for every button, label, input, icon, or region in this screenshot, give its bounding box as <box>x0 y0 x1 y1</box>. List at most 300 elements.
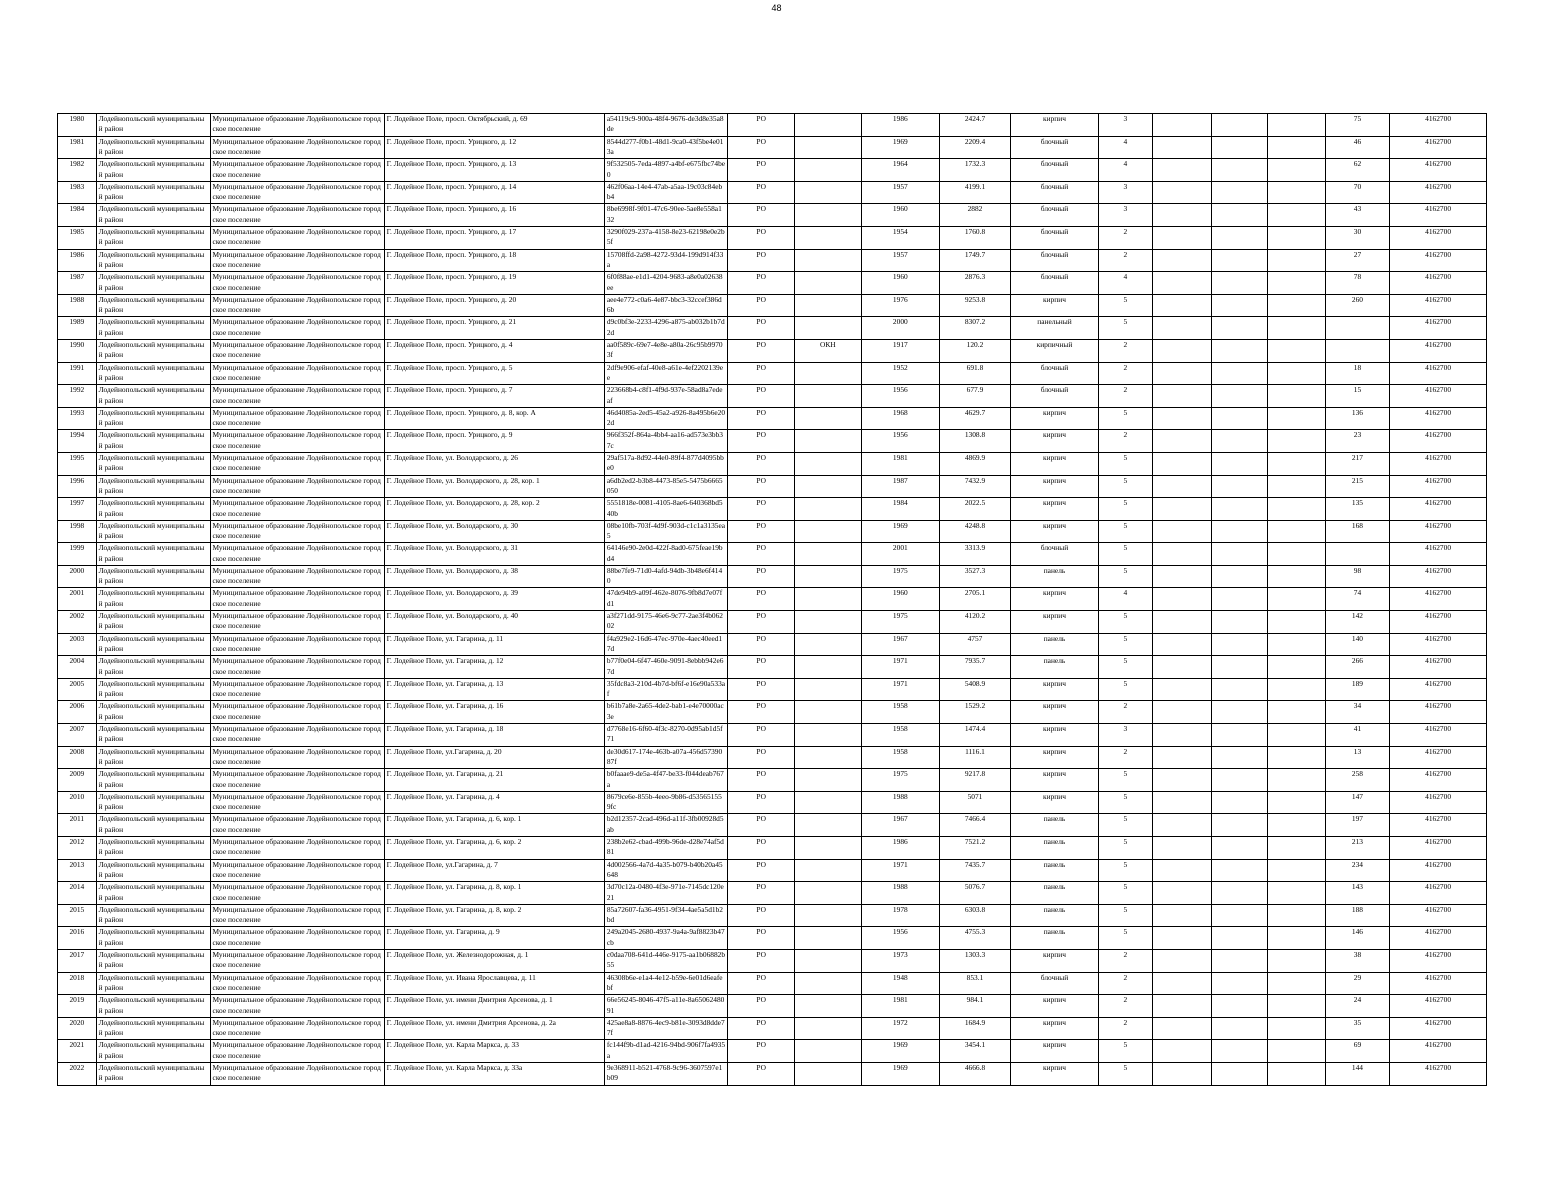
empty-cell <box>1267 362 1325 385</box>
empty-cell <box>1152 769 1211 792</box>
table-row <box>58 678 1487 701</box>
empty-cell <box>1267 1040 1325 1063</box>
material-cell: панель <box>1010 814 1098 837</box>
row-number: 2014 <box>58 882 97 905</box>
area-cell: 120.2 <box>940 339 1011 362</box>
address-cell: Г. Лодейное Поле, ул. Карла Маркса, д. 33 <box>384 1040 604 1063</box>
empty-cell <box>1267 995 1325 1018</box>
address-cell: Г. Лодейное Поле, ул. Володарского, д. 28, кор. 1 <box>384 475 604 498</box>
district-cell: Лодейнопольский муниципальный район <box>96 226 210 249</box>
address-cell: Г. Лодейное Поле, просп. Урицкого, д. 21 <box>384 317 604 340</box>
row-number: 1991 <box>58 362 97 385</box>
empty-cell <box>1267 972 1325 995</box>
year-cell: 1960 <box>861 272 939 295</box>
address-cell: Г. Лодейное Поле, ул. Володарского, д. 38 <box>384 565 604 588</box>
district-cell: Лодейнопольский муниципальный район <box>96 498 210 521</box>
type-cell: РО <box>728 656 795 679</box>
empty-cell <box>1152 882 1211 905</box>
code-cell: 4162700 <box>1390 430 1487 453</box>
code-cell: 4162700 <box>1390 588 1487 611</box>
empty-cell <box>1267 588 1325 611</box>
material-cell: панель <box>1010 882 1098 905</box>
empty-cell <box>1267 904 1325 927</box>
heritage-cell <box>795 1040 862 1063</box>
area-cell: 4120.2 <box>940 611 1011 634</box>
area-cell: 4666.8 <box>940 1062 1011 1085</box>
code-cell: 4162700 <box>1390 791 1487 814</box>
floors-cell: 4 <box>1099 588 1153 611</box>
area-cell: 1308.8 <box>940 430 1011 453</box>
code-cell: 4162700 <box>1390 136 1487 159</box>
residents-cell: 27 <box>1325 249 1389 272</box>
table-row <box>58 814 1487 837</box>
area-cell: 7435.7 <box>940 859 1011 882</box>
floors-cell: 5 <box>1099 407 1153 430</box>
code-cell: 4162700 <box>1390 995 1487 1018</box>
table-row <box>58 949 1487 972</box>
year-cell: 1967 <box>861 814 939 837</box>
heritage-cell <box>795 837 862 860</box>
row-number: 1988 <box>58 294 97 317</box>
district-cell: Лодейнопольский муниципальный район <box>96 249 210 272</box>
table-row <box>58 588 1487 611</box>
heritage-cell <box>795 520 862 543</box>
municipality-cell: Муниципальное образование Лодейнопольское городское поселение <box>210 114 384 137</box>
empty-cell <box>1267 159 1325 182</box>
floors-cell: 5 <box>1099 927 1153 950</box>
type-cell: РО <box>728 611 795 634</box>
empty-cell <box>1267 791 1325 814</box>
row-number: 2005 <box>58 678 97 701</box>
row-number: 2020 <box>58 1017 97 1040</box>
heritage-cell <box>795 114 862 137</box>
heritage-cell <box>795 769 862 792</box>
fias-id-cell: c0daa708-641d-446e-9175-aa1b06882b55 <box>604 949 728 972</box>
empty-cell <box>1211 249 1267 272</box>
material-cell: блочный <box>1010 181 1098 204</box>
residents-cell: 24 <box>1325 995 1389 1018</box>
residents-cell: 43 <box>1325 204 1389 227</box>
empty-cell <box>1267 678 1325 701</box>
fias-id-cell: d9c0bf3e-2233-4296-a875-ab032b1b7d2d <box>604 317 728 340</box>
material-cell: кирпич <box>1010 498 1098 521</box>
year-cell: 1960 <box>861 204 939 227</box>
floors-cell: 5 <box>1099 543 1153 566</box>
empty-cell <box>1267 769 1325 792</box>
code-cell: 4162700 <box>1390 204 1487 227</box>
district-cell: Лодейнопольский муниципальный район <box>96 385 210 408</box>
year-cell: 1956 <box>861 927 939 950</box>
empty-cell <box>1211 317 1267 340</box>
address-cell: Г. Лодейное Поле, ул. Гагарина, д. 21 <box>384 769 604 792</box>
material-cell: блочный <box>1010 972 1098 995</box>
material-cell: блочный <box>1010 226 1098 249</box>
municipality-cell: Муниципальное образование Лодейнопольское городское поселение <box>210 814 384 837</box>
floors-cell: 2 <box>1099 362 1153 385</box>
fias-id-cell: 8679ce6e-855b-4eeo-9b86-d535651559fc <box>604 791 728 814</box>
year-cell: 1975 <box>861 611 939 634</box>
code-cell: 4162700 <box>1390 1017 1487 1040</box>
empty-cell <box>1152 114 1211 137</box>
code-cell: 4162700 <box>1390 114 1487 137</box>
floors-cell: 3 <box>1099 204 1153 227</box>
district-cell: Лодейнопольский муниципальный район <box>96 791 210 814</box>
type-cell: РО <box>728 317 795 340</box>
residents-cell: 189 <box>1325 678 1389 701</box>
area-cell: 1474.4 <box>940 724 1011 747</box>
area-cell: 3454.1 <box>940 1040 1011 1063</box>
floors-cell: 5 <box>1099 837 1153 860</box>
residents-cell: 69 <box>1325 1040 1389 1063</box>
municipality-cell: Муниципальное образование Лодейнопольское городское поселение <box>210 927 384 950</box>
empty-cell <box>1267 837 1325 860</box>
year-cell: 1981 <box>861 452 939 475</box>
residents-cell: 98 <box>1325 565 1389 588</box>
code-cell: 4162700 <box>1390 678 1487 701</box>
empty-cell <box>1152 385 1211 408</box>
code-cell: 4162700 <box>1390 317 1487 340</box>
row-number: 2016 <box>58 927 97 950</box>
empty-cell <box>1211 588 1267 611</box>
area-cell: 1732.3 <box>940 159 1011 182</box>
floors-cell: 3 <box>1099 181 1153 204</box>
material-cell: блочный <box>1010 272 1098 295</box>
row-number: 2007 <box>58 724 97 747</box>
heritage-cell <box>795 1017 862 1040</box>
type-cell: РО <box>728 498 795 521</box>
year-cell: 1958 <box>861 701 939 724</box>
residents-cell: 217 <box>1325 452 1389 475</box>
table-row <box>58 746 1487 769</box>
year-cell: 1969 <box>861 1062 939 1085</box>
floors-cell: 2 <box>1099 746 1153 769</box>
residents-cell: 15 <box>1325 385 1389 408</box>
district-cell: Лодейнопольский муниципальный район <box>96 972 210 995</box>
empty-cell <box>1152 746 1211 769</box>
type-cell: РО <box>728 159 795 182</box>
year-cell: 1969 <box>861 520 939 543</box>
address-cell: Г. Лодейное Поле, ул. Володарского, д. 30 <box>384 520 604 543</box>
year-cell: 1973 <box>861 949 939 972</box>
row-number: 1999 <box>58 543 97 566</box>
table-row <box>58 520 1487 543</box>
floors-cell: 5 <box>1099 1040 1153 1063</box>
code-cell: 4162700 <box>1390 385 1487 408</box>
fias-id-cell: b61b7a8e-2a65-4de2-bab1-e4e70000ac3e <box>604 701 728 724</box>
district-cell: Лодейнопольский муниципальный район <box>96 317 210 340</box>
code-cell: 4162700 <box>1390 339 1487 362</box>
empty-cell <box>1152 1040 1211 1063</box>
empty-cell <box>1267 1062 1325 1085</box>
type-cell: РО <box>728 181 795 204</box>
address-cell: Г. Лодейное Поле, просп. Урицкого, д. 9 <box>384 430 604 453</box>
municipality-cell: Муниципальное образование Лодейнопольское городское поселение <box>210 249 384 272</box>
district-cell: Лодейнопольский муниципальный район <box>96 1062 210 1085</box>
area-cell: 9253.8 <box>940 294 1011 317</box>
empty-cell <box>1211 882 1267 905</box>
address-cell: Г. Лодейное Поле, ул.Гагарина, д. 7 <box>384 859 604 882</box>
empty-cell <box>1152 633 1211 656</box>
empty-cell <box>1152 204 1211 227</box>
heritage-cell <box>795 498 862 521</box>
municipality-cell: Муниципальное образование Лодейнопольское городское поселение <box>210 837 384 860</box>
year-cell: 1972 <box>861 1017 939 1040</box>
address-cell: Г. Лодейное Поле, просп. Урицкого, д. 16 <box>384 204 604 227</box>
table-row <box>58 249 1487 272</box>
floors-cell: 5 <box>1099 565 1153 588</box>
area-cell: 2876.3 <box>940 272 1011 295</box>
empty-cell <box>1152 859 1211 882</box>
code-cell: 4162700 <box>1390 475 1487 498</box>
empty-cell <box>1152 317 1211 340</box>
district-cell: Лодейнопольский муниципальный район <box>96 588 210 611</box>
area-cell: 4757 <box>940 633 1011 656</box>
code-cell: 4162700 <box>1390 520 1487 543</box>
fias-id-cell: 88be7fe9-71d0-4afd-94db-3b48e6f4140 <box>604 565 728 588</box>
page-number: 48 <box>771 3 782 13</box>
address-cell: Г. Лодейное Поле, просп. Урицкого, д. 4 <box>384 339 604 362</box>
residents-cell: 23 <box>1325 430 1389 453</box>
residents-cell: 144 <box>1325 1062 1389 1085</box>
heritage-cell <box>795 226 862 249</box>
fias-id-cell: 462f06aa-14e4-47ab-a5aa-19c03c84ebb4 <box>604 181 728 204</box>
empty-cell <box>1211 633 1267 656</box>
table-row <box>58 656 1487 679</box>
address-cell: Г. Лодейное Поле, просп. Урицкого, д. 19 <box>384 272 604 295</box>
heritage-cell <box>795 452 862 475</box>
year-cell: 1952 <box>861 362 939 385</box>
empty-cell <box>1211 362 1267 385</box>
table-row <box>58 317 1487 340</box>
table-row <box>58 294 1487 317</box>
empty-cell <box>1152 159 1211 182</box>
material-cell: кирпич <box>1010 475 1098 498</box>
material-cell: панель <box>1010 656 1098 679</box>
material-cell: блочный <box>1010 385 1098 408</box>
residents-cell: 46 <box>1325 136 1389 159</box>
municipality-cell: Муниципальное образование Лодейнопольское городское поселение <box>210 972 384 995</box>
material-cell: кирпич <box>1010 701 1098 724</box>
table-row <box>58 972 1487 995</box>
district-cell: Лодейнопольский муниципальный район <box>96 1017 210 1040</box>
area-cell: 1303.3 <box>940 949 1011 972</box>
heritage-cell <box>795 565 862 588</box>
heritage-cell <box>795 995 862 1018</box>
empty-cell <box>1267 181 1325 204</box>
area-cell: 984.1 <box>940 995 1011 1018</box>
type-cell: РО <box>728 114 795 137</box>
year-cell: 1967 <box>861 633 939 656</box>
empty-cell <box>1211 791 1267 814</box>
municipality-cell: Муниципальное образование Лодейнопольское городское поселение <box>210 565 384 588</box>
code-cell: 4162700 <box>1390 611 1487 634</box>
floors-cell: 5 <box>1099 294 1153 317</box>
fias-id-cell: de30d617-174e-463b-a07a-456d5739087f <box>604 746 728 769</box>
municipality-cell: Муниципальное образование Лодейнопольское городское поселение <box>210 724 384 747</box>
year-cell: 1957 <box>861 249 939 272</box>
material-cell: панель <box>1010 837 1098 860</box>
material-cell: кирпич <box>1010 746 1098 769</box>
row-number: 2010 <box>58 791 97 814</box>
municipality-cell: Муниципальное образование Лодейнопольское городское поселение <box>210 317 384 340</box>
floors-cell: 5 <box>1099 611 1153 634</box>
floors-cell: 5 <box>1099 452 1153 475</box>
empty-cell <box>1152 339 1211 362</box>
code-cell: 4162700 <box>1390 701 1487 724</box>
residents-cell: 13 <box>1325 746 1389 769</box>
floors-cell: 2 <box>1099 949 1153 972</box>
fias-id-cell: 35fdc8a3-210d-4b7d-bf6f-e16e90a533af <box>604 678 728 701</box>
fias-id-cell: 8be6998f-9f01-47c6-90ee-5ae8e558a132 <box>604 204 728 227</box>
area-cell: 3313.9 <box>940 543 1011 566</box>
year-cell: 2001 <box>861 543 939 566</box>
residents-cell: 168 <box>1325 520 1389 543</box>
row-number: 2000 <box>58 565 97 588</box>
year-cell: 1975 <box>861 769 939 792</box>
municipality-cell: Муниципальное образование Лодейнопольское городское поселение <box>210 272 384 295</box>
row-number: 1982 <box>58 159 97 182</box>
table-row <box>58 837 1487 860</box>
heritage-cell <box>795 317 862 340</box>
table-row <box>58 769 1487 792</box>
material-cell: панель <box>1010 633 1098 656</box>
table-row <box>58 407 1487 430</box>
table-row <box>58 430 1487 453</box>
heritage-cell <box>795 543 862 566</box>
empty-cell <box>1152 588 1211 611</box>
heritage-cell <box>795 385 862 408</box>
material-cell: блочный <box>1010 136 1098 159</box>
empty-cell <box>1211 452 1267 475</box>
type-cell: РО <box>728 339 795 362</box>
material-cell: кирпичный <box>1010 339 1098 362</box>
type-cell: РО <box>728 475 795 498</box>
fias-id-cell: b0faaae9-de5a-4f47-be33-f044deab767a <box>604 769 728 792</box>
address-cell: Г. Лодейное Поле, ул. Гагарина, д. 8, кор. 2 <box>384 904 604 927</box>
year-cell: 1988 <box>861 882 939 905</box>
empty-cell <box>1267 882 1325 905</box>
table-row <box>58 226 1487 249</box>
heritage-cell <box>795 181 862 204</box>
type-cell: РО <box>728 927 795 950</box>
empty-cell <box>1152 837 1211 860</box>
type-cell: РО <box>728 1017 795 1040</box>
address-cell: Г. Лодейное Поле, ул. Володарского, д. 26 <box>384 452 604 475</box>
row-number: 2018 <box>58 972 97 995</box>
fias-id-cell: 966f352f-864a-4bb4-aa16-ad573e3bb37c <box>604 430 728 453</box>
floors-cell: 4 <box>1099 159 1153 182</box>
empty-cell <box>1267 317 1325 340</box>
empty-cell <box>1152 927 1211 950</box>
floors-cell: 5 <box>1099 475 1153 498</box>
empty-cell <box>1152 1062 1211 1085</box>
type-cell: РО <box>728 995 795 1018</box>
empty-cell <box>1267 859 1325 882</box>
code-cell: 4162700 <box>1390 181 1487 204</box>
type-cell: РО <box>728 633 795 656</box>
municipality-cell: Муниципальное образование Лодейнопольское городское поселение <box>210 430 384 453</box>
district-cell: Лодейнопольский муниципальный район <box>96 475 210 498</box>
floors-cell: 5 <box>1099 656 1153 679</box>
empty-cell <box>1152 904 1211 927</box>
empty-cell <box>1152 972 1211 995</box>
empty-cell <box>1267 814 1325 837</box>
empty-cell <box>1267 633 1325 656</box>
type-cell: РО <box>728 520 795 543</box>
heritage-cell: ОКН <box>795 339 862 362</box>
district-cell: Лодейнопольский муниципальный район <box>96 814 210 837</box>
row-number: 1987 <box>58 272 97 295</box>
row-number: 2011 <box>58 814 97 837</box>
empty-cell <box>1211 1017 1267 1040</box>
district-cell: Лодейнопольский муниципальный район <box>96 272 210 295</box>
empty-cell <box>1211 1040 1267 1063</box>
residents-cell: 34 <box>1325 701 1389 724</box>
type-cell: РО <box>728 882 795 905</box>
municipality-cell: Муниципальное образование Лодейнопольское городское поселение <box>210 339 384 362</box>
row-number: 2013 <box>58 859 97 882</box>
municipality-cell: Муниципальное образование Лодейнопольское городское поселение <box>210 1040 384 1063</box>
floors-cell: 2 <box>1099 226 1153 249</box>
table-row <box>58 633 1487 656</box>
code-cell: 4162700 <box>1390 543 1487 566</box>
empty-cell <box>1152 678 1211 701</box>
address-cell: Г. Лодейное Поле, ул. Ивана Ярославцева, д. 11 <box>384 972 604 995</box>
address-cell: Г. Лодейное Поле, просп. Урицкого, д. 13 <box>384 159 604 182</box>
year-cell: 1948 <box>861 972 939 995</box>
address-cell: Г. Лодейное Поле, просп. Урицкого, д. 8, кор. А <box>384 407 604 430</box>
fias-id-cell: 223668b4-c8f1-4f9d-937e-58ad8a7edeaf <box>604 385 728 408</box>
empty-cell <box>1267 249 1325 272</box>
heritage-cell <box>795 294 862 317</box>
table-row <box>58 724 1487 747</box>
address-cell: Г. Лодейное Поле, ул. Гагарина, д. 11 <box>384 633 604 656</box>
residents-cell <box>1325 317 1389 340</box>
empty-cell <box>1267 272 1325 295</box>
empty-cell <box>1211 294 1267 317</box>
heritage-cell <box>795 362 862 385</box>
heritage-cell <box>795 136 862 159</box>
type-cell: РО <box>728 430 795 453</box>
district-cell: Лодейнопольский муниципальный район <box>96 859 210 882</box>
residents-cell: 30 <box>1325 226 1389 249</box>
municipality-cell: Муниципальное образование Лодейнопольское городское поселение <box>210 294 384 317</box>
year-cell: 1957 <box>861 181 939 204</box>
empty-cell <box>1152 611 1211 634</box>
table-row <box>58 1017 1487 1040</box>
fias-id-cell: 238b2e62-cbad-499b-96de-d28e74af5d81 <box>604 837 728 860</box>
empty-cell <box>1152 226 1211 249</box>
year-cell: 1986 <box>861 837 939 860</box>
code-cell: 4162700 <box>1390 769 1487 792</box>
type-cell: РО <box>728 972 795 995</box>
type-cell: РО <box>728 701 795 724</box>
type-cell: РО <box>728 746 795 769</box>
residents-cell: 75 <box>1325 114 1389 137</box>
municipality-cell: Муниципальное образование Лодейнопольское городское поселение <box>210 746 384 769</box>
floors-cell: 5 <box>1099 498 1153 521</box>
fias-id-cell: a54119c9-900a-48f4-9676-de3d8e35a8de <box>604 114 728 137</box>
code-cell: 4162700 <box>1390 565 1487 588</box>
row-number: 1984 <box>58 204 97 227</box>
address-cell: Г. Лодейное Поле, ул. Гагарина, д. 12 <box>384 656 604 679</box>
empty-cell <box>1211 272 1267 295</box>
district-cell: Лодейнопольский муниципальный район <box>96 181 210 204</box>
empty-cell <box>1267 1017 1325 1040</box>
municipality-cell: Муниципальное образование Лодейнопольское городское поселение <box>210 385 384 408</box>
material-cell: панель <box>1010 904 1098 927</box>
table-row <box>58 362 1487 385</box>
